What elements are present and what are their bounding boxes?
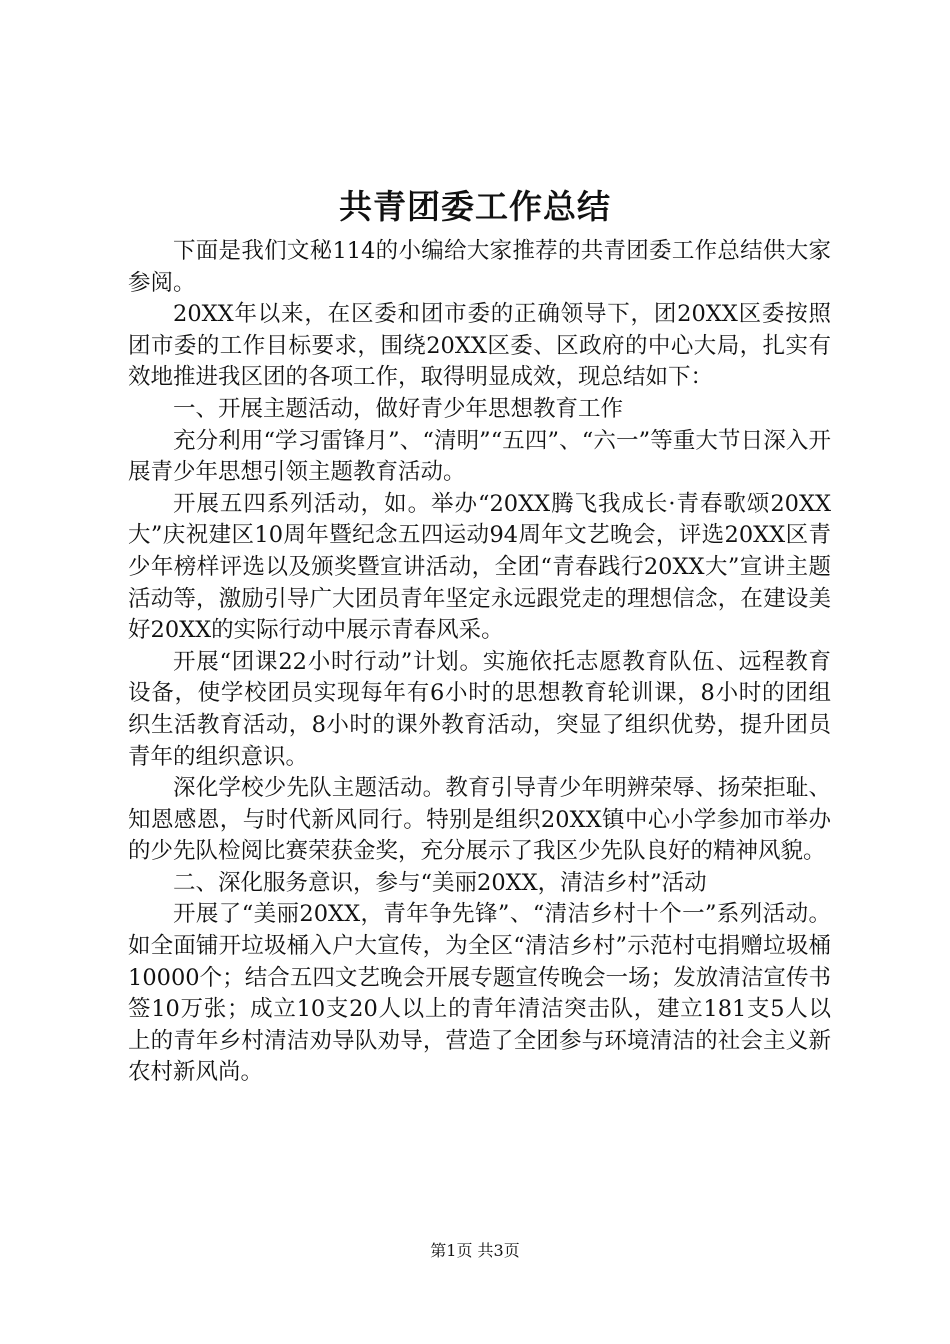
paragraph: 充分利用“学习雷锋月”、“清明”“五四”、“六一”等重大节日深入开展青少年思想引领主题教育活动。: [128, 427, 831, 486]
paragraph: 深化学校少先队主题活动。教育引导青少年明辨荣辱、扬荣拒耻、知恩感恩，与时代新风同行。特别是组织20XX镇中心小学参加市举办的少先队检阅比赛荣获金奖，充分展示了我区少先队良好的精神风貌。: [128, 775, 831, 865]
paragraph-overview: 20XX年以来，在区委和团市委的正确领导下，团20XX区委按照团市委的工作目标要求，围绕20XX区委、区政府的中心大局，扎实有效地推进我区团的各项工作，取得明显成效，现总结如下：: [128, 301, 831, 391]
paragraph: 开展五四系列活动，如。举办“20XX腾飞我成长·青春歌颂20XX大”庆祝建区10周年暨纪念五四运动94周年文艺晚会，评选20XX区青少年榜样评选以及颁奖暨宣讲活动，全团“青春践行20XX大”宣讲主题活动等，激励引导广大团员青年坚定永远跟党走的理想信念，在建设美好20XX的实际行动中展示青春风采。: [128, 490, 831, 644]
document-body: [128, 236, 831, 1089]
paragraph-intro: 下面是我们文秘114的小编给大家推荐的共青团委工作总结供大家参阅。: [128, 238, 831, 296]
section-heading-2: 二、深化服务意识，参与“美丽20XX，清洁乡村”活动: [173, 869, 707, 896]
document-title: 共青团委工作总结: [339, 187, 611, 226]
paragraph: 开展了“美丽20XX，青年争先锋”、“清洁乡村十个一”系列活动。如全面铺开垃圾桶入户大宣传，为全区“清洁乡村”示范村屯捐赠垃圾桶10000个；结合五四文艺晚会开展专题宣传晚会一场；发放清洁宣传书签10万张；成立10支20人以上的青年清洁突击队，建立181支5人以上的青年乡村清洁劝导队劝导，营造了全团参与环境清洁的社会主义新农村新风尚。: [128, 901, 831, 1086]
paragraph: 开展“团课22小时行动”计划。实施依托志愿教育队伍、远程教育设备，使学校团员实现每年有6小时的思想教育轮训课，8小时的团组织生活教育活动，8小时的课外教育活动，突显了组织优势，提升团员青年的组织意识。: [128, 648, 831, 770]
section-heading-1: 一、开展主题活动，做好青少年思想教育工作: [173, 395, 624, 422]
page-number-footer: 第1页 共3页: [430, 1241, 520, 1260]
